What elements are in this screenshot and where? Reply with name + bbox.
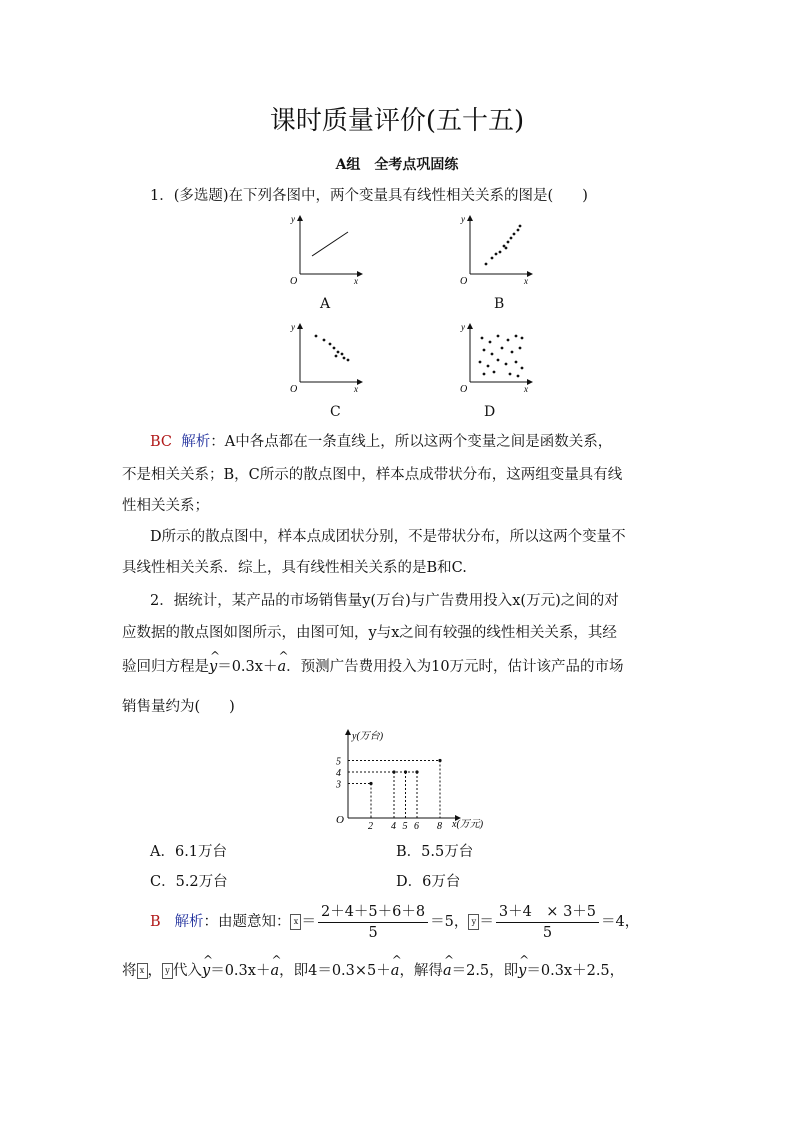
- scatter-points: [479, 335, 524, 378]
- analysis-label: 解析: [174, 914, 204, 930]
- q2-stem-line-3: 验回归方程是^ y＝0.3x＋^ a．预测广告费用投入为10万元时，估计该产品的市场: [122, 657, 624, 677]
- q2-scatter-chart: [330, 726, 500, 831]
- scatter-points: [315, 335, 350, 362]
- svg-text:x: x: [524, 276, 528, 286]
- x-tick-label: 8: [437, 821, 442, 831]
- q2-stem-line-2: 应数据的散点图如图所示，由图可知，y与x之间有较强的线性相关关系，其经: [122, 625, 617, 641]
- fraction-x-mean: $\frac{2+4+5+6+8}{5}$: [318, 902, 428, 943]
- graph-label-d: D: [484, 404, 496, 420]
- q1-analysis-line-1: [150, 432, 612, 452]
- page-title: 课时质量评价(五十五): [269, 106, 525, 136]
- x-label: x: [354, 276, 358, 286]
- y-tick-label: 4: [336, 768, 341, 779]
- y-axis-label: y(万台): [352, 731, 384, 742]
- x-tick-label: 2: [368, 821, 373, 831]
- q1-analysis-line-5: 具线性相关关系．综上，具有线性相关关系的是B和C.: [122, 560, 467, 576]
- option-b: B．5.5万台: [396, 844, 474, 860]
- graph-label-b: B: [494, 296, 505, 312]
- q1-stem: 1．(多选题)在下列各图中，两个变量具有线性相关关系的图是( ): [150, 188, 588, 204]
- q2-answer: B: [150, 914, 161, 930]
- x-tick-label: 4: [391, 821, 396, 831]
- q1-analysis-line-2: 不是相关关系；B，C所示的散点图中，样本点成带状分布，这两组变量具有线: [122, 467, 623, 483]
- graph-label-a: A: [320, 296, 331, 312]
- graph-label-c: C: [330, 404, 341, 420]
- y-tick-label: 5: [336, 756, 341, 768]
- option-a: A．6.1万台: [150, 844, 228, 860]
- graph-b: [456, 212, 536, 287]
- analysis-label: 解析: [181, 434, 211, 450]
- svg-text:y: y: [461, 322, 465, 332]
- graph-d: [456, 320, 536, 395]
- q1-analysis-line-3: 性相关关系；: [122, 498, 209, 514]
- fraction-y-mean: $\frac{3+4 \times 3+5}{5}$: [496, 902, 599, 943]
- line-mark: [312, 232, 348, 256]
- option-d: D．6万台: [396, 874, 461, 890]
- origin-label: O: [290, 276, 298, 287]
- option-c: C．5.2万台: [150, 874, 228, 890]
- q1-analysis-line-4: D所示的散点图中，样本点成团状分别，不是带状分布，所以这两个变量不: [150, 529, 626, 545]
- y-hat: ^ y: [209, 657, 217, 677]
- svg-text:O: O: [290, 384, 298, 395]
- x-axis-label: x(万元): [452, 819, 484, 830]
- a-hat: ^ a: [277, 657, 286, 677]
- y-tick-label: 3: [336, 779, 341, 791]
- q2-analysis-line-1: B 解析：由题意知： x ＝ $\frac{2+4+5+6+8}{5}$ ＝5， y ＝ $\frac{3+4 \times 3+5}{5}$ ＝4，: [150, 903, 640, 941]
- svg-text:x: x: [354, 384, 358, 394]
- graph-c: [286, 320, 366, 395]
- scatter-points: [485, 225, 522, 266]
- y-label: y: [291, 214, 295, 224]
- q1-answer: BC: [150, 434, 173, 450]
- analysis-text: ：A中各点都在一条直线上，所以这两个变量之间是函数关系，: [210, 434, 613, 450]
- y-bar-symbol: y: [468, 914, 479, 930]
- section-heading: A组 全考点巩固练: [335, 157, 459, 173]
- graph-a: [286, 212, 366, 287]
- svg-text:y: y: [461, 214, 465, 224]
- svg-text:O: O: [460, 384, 468, 395]
- svg-text:x: x: [524, 384, 528, 394]
- q2-analysis-line-2: 将 x ， y 代入^ y＝0.3x＋^ a，即4＝0.3×5＋^ a，解得^ a＝2.5，即^ y＝0.3x＋2.5，: [122, 961, 624, 981]
- svg-text:y: y: [291, 322, 295, 332]
- q2-stem-line-4: 销售量约为( ): [122, 699, 235, 715]
- x-tick-label: 6: [414, 821, 419, 831]
- x-bar-symbol: x: [290, 914, 301, 930]
- svg-text:O: O: [460, 276, 468, 287]
- q2-stem-line-1: 2．据统计，某产品的市场销售量y(万台)与广告费用投入x(万元)之间的对: [150, 593, 619, 609]
- origin-label: O: [336, 814, 344, 826]
- x-tick-label: 5: [402, 821, 408, 831]
